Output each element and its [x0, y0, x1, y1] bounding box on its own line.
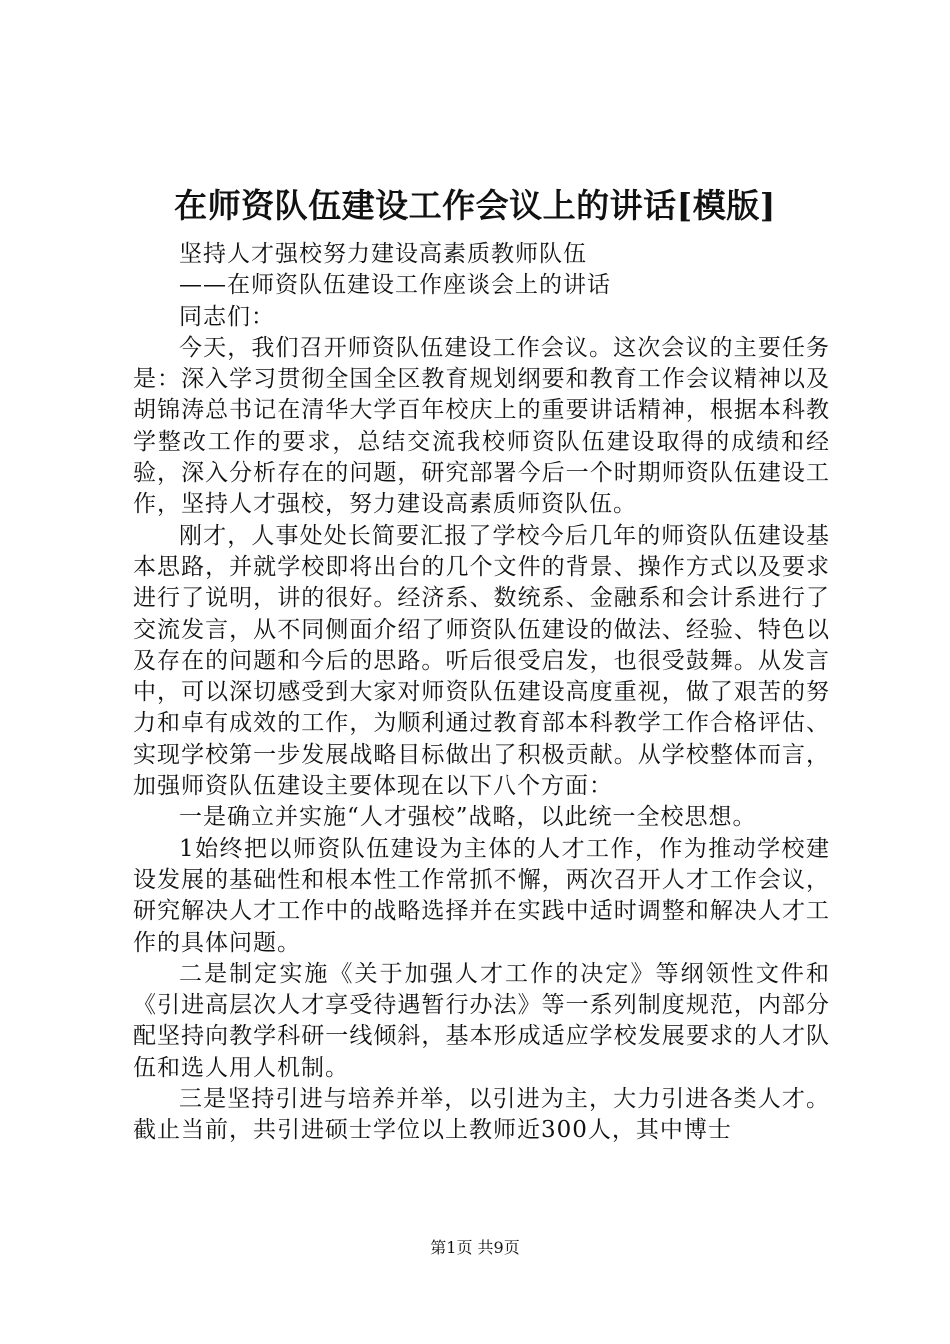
page-number: 第1页 共9页	[430, 1238, 520, 1257]
salutation: 同志们：	[179, 303, 275, 330]
body-paragraph: 三是坚持引进与培养并举，以引进为主，大力引进各类人才。截止当前，共引进硕士学位以上教师近300人，其中博士	[133, 1086, 830, 1144]
document-title: 在师资队伍建设工作会议上的讲话[模版]	[174, 186, 776, 225]
body-paragraph: 二是制定实施《关于加强人才工作的决定》等纲领性文件和《引进高层次人才享受待遇暂行办法》等一系列制度规范，内部分配坚持向教学科研一线倾斜，基本形成适应学校发展要求的人才队伍和选人用人机制。	[133, 960, 830, 1081]
body-paragraph: 一是确立并实施“人才强校”战略，以此统一全校思想。	[179, 804, 757, 831]
subtitle-line: ——在师资队伍建设工作座谈会上的讲话	[179, 272, 611, 299]
body-paragraph: 刚才，人事处处长简要汇报了学校今后几年的师资队伍建设基本思路，并就学校即将出台的几个文件的背景、操作方式以及要求进行了说明，讲的很好。经济系、数统系、金融系和会计系进行了交流发言，从不同侧面介绍了师资队伍建设的做法、经验、特色以及存在的问题和今后的思路。听后很受启发，也很受鼓舞。从发言中，可以深切感受到大家对师资队伍建设高度重视，做了艰苦的努力和卓有成效的工作，为顺利通过教育部本科教学工作合格评估、实现学校第一步发展战略目标做出了积极贡献。从学校整体而言，加强师资队伍建设主要体现在以下八个方面：	[133, 522, 830, 800]
body-paragraph: 1始终把以师资队伍建设为主体的人才工作，作为推动学校建设发展的基础性和根本性工作常抓不懈，两次召开人才工作会议，研究解决人才工作中的战略选择并在实践中适时调整和解决人才工作的具体问题。	[133, 835, 830, 956]
body-paragraph: 今天，我们召开师资队伍建设工作会议。这次会议的主要任务是：深入学习贯彻全国全区教育规划纲要和教育工作会议精神以及胡锦涛总书记在清华大学百年校庆上的重要讲话精神，根据本科教学整改工作的要求，总结交流我校师资队伍建设取得的成绩和经验，深入分析存在的问题，研究部署今后一个时期师资队伍建设工作，坚持人才强校，努力建设高素质师资队伍。	[133, 334, 830, 518]
subtitle-line: 坚持人才强校努力建设高素质教师队伍	[179, 241, 587, 267]
document-body	[133, 239, 830, 1147]
